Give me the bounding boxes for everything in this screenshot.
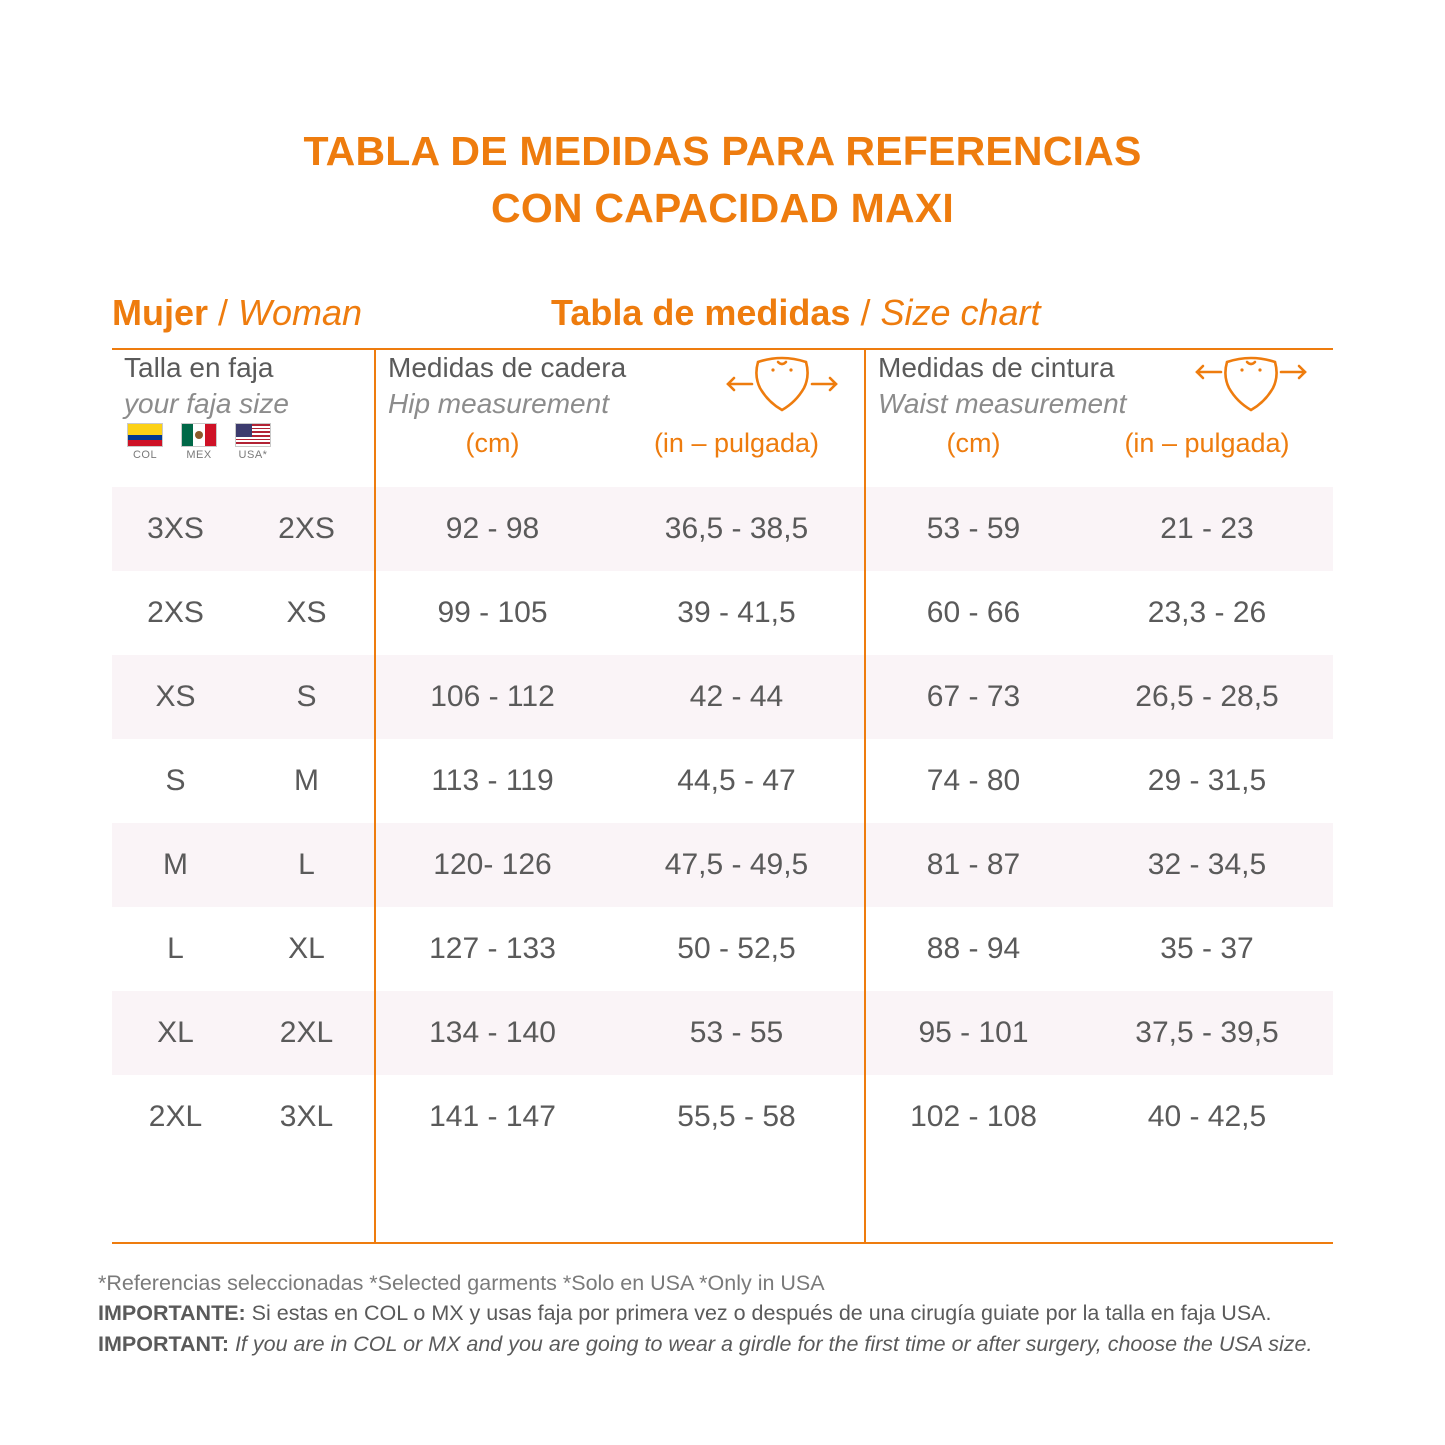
waist-measure-icon: [1195, 350, 1333, 419]
cell-waist-in: 40 - 42,5: [1147, 1099, 1267, 1133]
cell-mex: XS: [286, 595, 327, 629]
table-body: [112, 487, 1333, 1243]
flag-label-mex: MEX: [186, 448, 212, 461]
cell-waist-cm: 74 - 80: [865, 739, 1081, 823]
subheading-woman-en: Woman: [238, 292, 363, 334]
subheading-woman-es: Mujer: [112, 292, 209, 334]
cell-waist-in: 26,5 - 28,5: [1081, 655, 1333, 739]
table-row: [112, 823, 1333, 907]
header-faja-size: [112, 349, 375, 422]
cell-waist-cm: 102 - 108: [865, 1075, 1081, 1159]
subheading-chart-slash: /: [850, 292, 881, 334]
header-hip-es: Medidas de cadera: [388, 352, 627, 384]
cell-waist-in: 37,5 - 39,5: [1081, 991, 1333, 1075]
table-row: [112, 1075, 1333, 1159]
unit-hip-in: (in – pulgada): [653, 428, 820, 459]
footnote-importante-label: IMPORTANTE:: [98, 1301, 246, 1326]
cell-col: 3XS: [112, 487, 239, 571]
cell-mex: XL: [288, 931, 325, 965]
flag-usa: [235, 423, 271, 461]
cell-hip-in: 44,5 - 47: [677, 763, 796, 797]
cell-col: S: [165, 763, 186, 797]
cell-waist-cm: 81 - 87: [865, 823, 1081, 907]
footnote-important-en: [98, 1329, 1347, 1360]
cell-waist-cm: 88 - 94: [865, 907, 1081, 991]
cell-hip-in: 53 - 55: [609, 991, 865, 1075]
table-bottom-border: [112, 1159, 1333, 1243]
flag-label-usa: USA*: [238, 448, 268, 461]
footnote-selected: *Referencias seleccionadas *Selected garments *Solo en USA *Only in USA: [98, 1270, 825, 1295]
flags-cell: [112, 422, 375, 487]
subheading-woman-slash: /: [208, 292, 239, 334]
cell-mex: 2XL: [239, 991, 375, 1075]
cell-hip-cm: 113 - 119: [375, 739, 609, 823]
cell-hip-cm: 127 - 133: [375, 907, 609, 991]
cell-hip-cm: 134 - 140: [375, 991, 609, 1075]
table-row: [112, 655, 1333, 739]
cell-col: 2XL: [148, 1099, 203, 1133]
cell-waist-in: 23,3 - 26: [1147, 595, 1267, 629]
cell-waist-in: 29 - 31,5: [1147, 763, 1267, 797]
page-title-line1: TABLA DE MEDIDAS PARA REFERENCIAS: [303, 128, 1142, 174]
unit-waist-in: (in – pulgada): [1124, 428, 1290, 459]
cell-col: M: [112, 823, 239, 907]
cell-col: XL: [112, 991, 239, 1075]
table-row: [112, 571, 1333, 655]
header-waist: [865, 349, 1333, 422]
cell-waist-in: 32 - 34,5: [1081, 823, 1333, 907]
cell-waist-cm: 67 - 73: [865, 655, 1081, 739]
cell-hip-in: 42 - 44: [609, 655, 865, 739]
cell-hip-cm: 106 - 112: [375, 655, 609, 739]
subheading-size-chart: [375, 292, 1333, 334]
footnotes: [98, 1268, 1347, 1360]
size-chart-table: [112, 348, 1333, 1244]
cell-hip-in: 47,5 - 49,5: [609, 823, 865, 907]
header-hip: [375, 349, 865, 422]
subheadings: [112, 292, 1333, 334]
cell-hip-in: 55,5 - 58: [677, 1099, 796, 1133]
footnote-important-text: If you are in COL or MX and you are going to wear a girdle for the first time or after surgery, choose the USA size.: [228, 1331, 1313, 1356]
unit-waist-cm: (cm): [865, 422, 1081, 487]
footnote-importante-es: [98, 1298, 1347, 1329]
cell-waist-cm: 60 - 66: [865, 571, 1081, 655]
cell-waist-in: 35 - 37: [1160, 931, 1254, 965]
table-row: [112, 907, 1333, 991]
colombia-flag-icon: [127, 423, 163, 447]
header-waist-en: Waist measurement: [878, 387, 1127, 419]
mexico-flag-icon: [181, 423, 217, 447]
cell-mex: L: [239, 823, 375, 907]
table-row: [112, 991, 1333, 1075]
footnote-important-label: IMPORTANT:: [98, 1331, 229, 1356]
cell-hip-in: 36,5 - 38,5: [609, 487, 865, 571]
cell-hip-cm: 99 - 105: [375, 571, 609, 655]
cell-mex: S: [239, 655, 375, 739]
footnote-importante-text: Si estas en COL o MX y usas faja por primera vez o después de una cirugía guiate por la talla en faja USA.: [245, 1301, 1272, 1326]
header-hip-en: Hip measurement: [388, 387, 609, 419]
table-row: [112, 739, 1333, 823]
cell-waist-cm: 53 - 59: [865, 487, 1081, 571]
flag-label-col: COL: [132, 448, 158, 461]
cell-hip-in: 39 - 41,5: [677, 595, 796, 629]
flag-mexico: [181, 423, 217, 461]
country-flags: [113, 423, 373, 465]
usa-flag-icon: [235, 423, 271, 447]
cell-hip-cm: 92 - 98: [375, 487, 609, 571]
hip-measure-icon: [726, 350, 864, 419]
cell-hip-cm: 120- 126: [375, 823, 609, 907]
subheading-chart-en: Size chart: [880, 292, 1041, 334]
subheading-woman: [112, 292, 375, 334]
cell-hip-cm: 141 - 147: [375, 1075, 609, 1159]
unit-hip-cm: (cm): [375, 422, 609, 487]
cell-hip-in: 50 - 52,5: [677, 931, 796, 965]
table-row: [112, 487, 1333, 571]
cell-waist-in: 21 - 23: [1081, 487, 1333, 571]
cell-mex: 2XS: [239, 487, 375, 571]
header-faja-size-es: Talla en faja: [124, 352, 274, 384]
header-faja-size-en: your faja size: [124, 387, 289, 419]
cell-col: XS: [112, 655, 239, 739]
cell-waist-cm: 95 - 101: [865, 991, 1081, 1075]
cell-col: L: [167, 931, 184, 965]
cell-mex: 3XL: [279, 1099, 334, 1133]
table-head: [112, 349, 1333, 487]
subheading-chart-es: Tabla de medidas: [551, 292, 851, 334]
page-title-line2: CON CAPACIDAD MAXI: [491, 184, 954, 231]
page-title: [0, 0, 1445, 236]
flag-colombia: [127, 423, 163, 461]
header-waist-es: Medidas de cintura: [878, 352, 1115, 384]
cell-col: 2XS: [147, 595, 204, 629]
cell-mex: M: [294, 763, 319, 797]
